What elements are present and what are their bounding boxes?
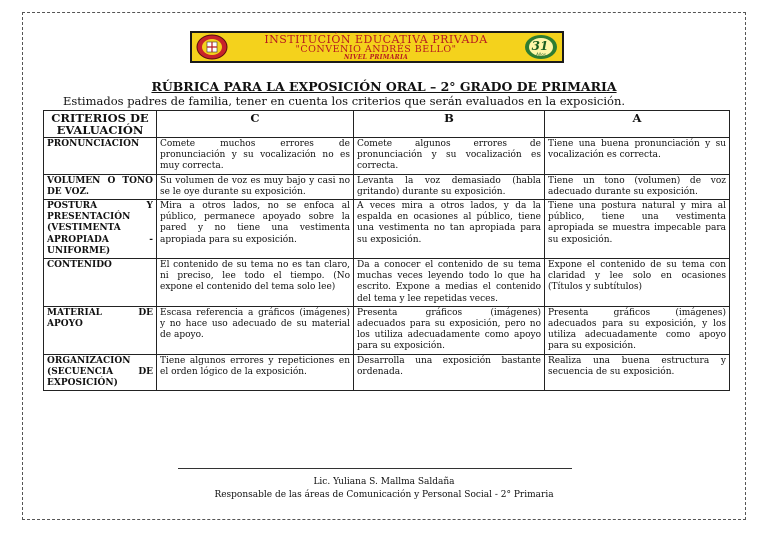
table-row	[44, 259, 730, 307]
signature-role: Responsable de las áreas de Comunicación y Personal Social - 2° Primaria	[214, 490, 554, 500]
header-level-c: C	[157, 111, 354, 138]
table-header-row	[44, 111, 730, 138]
level-c-cell: Mira a otros lados, no se enfoca al público, permanece apoyado sobre la pared y no tiene una vestimenta apropiada para su exposición.	[157, 200, 354, 259]
level-c-cell: Tiene algunos errores y repeticiones en el orden lógico de la exposición.	[157, 354, 354, 391]
level-a-cell: Expone el contenido de su tema con claridad y lee solo en ocasiones (Títulos y subtítulos)	[545, 259, 730, 307]
school-crest-logo	[196, 34, 228, 60]
banner-school-name: "CONVENIO ANDRÉS BELLO"	[295, 44, 457, 55]
table-row	[44, 138, 730, 175]
table-row	[44, 306, 730, 354]
header-level-b: B	[354, 111, 545, 138]
table-row	[44, 174, 730, 199]
criterion-cell: ORGANIZACIÓN (SECUENCIA DE EXPOSICIÓN)	[44, 354, 157, 391]
criterion-cell: VOLUMEN O TONO DE VOZ.	[44, 174, 157, 199]
intro-text: Estimados padres de familia, tener en cuenta los criterios que serán evaluados en la exposición.	[63, 94, 626, 108]
level-b-cell: Comete algunos errores de pronunciación y su vocalización es correcta.	[354, 138, 545, 175]
level-a-cell: Realiza una buena estructura y secuencia de su exposición.	[545, 354, 730, 391]
signature-name: Lic. Yuliana S. Mallma Saldaña	[313, 477, 455, 487]
school-banner	[190, 31, 564, 63]
level-b-cell: Presenta gráficos (imágenes) adecuados para su exposición, pero no los utiliza adecuadamente como apoyo para su exposición.	[354, 306, 545, 354]
level-c-cell: El contenido de su tema no es tan claro, ni preciso, lee todo el tiempo. (No expone el contenido del tema solo lee)	[157, 259, 354, 307]
document-title: RÚBRICA PARA LA EXPOSICIÓN ORAL – 2° GRADO DE PRIMARIA	[151, 79, 617, 94]
level-b-cell: Levanta la voz demasiado (habla gritando) durante su exposición.	[354, 174, 545, 199]
header-level-a: A	[545, 111, 730, 138]
criterion-cell: MATERIAL DE APOYO	[44, 306, 157, 354]
signature-line	[178, 468, 572, 469]
criterion-cell: CONTENIDO	[44, 259, 157, 307]
level-c-cell: Su volumen de voz es muy bajo y casi no se le oye durante su exposición.	[157, 174, 354, 199]
banner-level: NIVEL PRIMARIA	[343, 53, 409, 61]
header-criteria: CRITERIOS DE EVALUACIÓN	[44, 111, 157, 138]
table-row	[44, 200, 730, 259]
anniversary-logo	[524, 34, 558, 60]
rubric-table	[43, 110, 730, 391]
level-a-cell: Tiene una buena pronunciación y su vocalización es correcta.	[545, 138, 730, 175]
level-a-cell: Tiene una postura natural y mira al público, tiene una vestimenta apropiada se muestra impecable para su exposición.	[545, 200, 730, 259]
banner-institution-name: INSTITUCIÓN EDUCATIVA PRIVADA	[264, 33, 488, 46]
svg-text:Años: Años	[536, 52, 546, 57]
table-row	[44, 354, 730, 391]
level-a-cell: Tiene un tono (volumen) de voz adecuado durante su exposición.	[545, 174, 730, 199]
criterion-cell: PRONUNCIACIÓN	[44, 138, 157, 175]
level-b-cell: Da a conocer el contenido de su tema muchas veces leyendo todo lo que ha escrito. Expone a medias el contenido del tema y lee repetidas veces.	[354, 259, 545, 307]
level-a-cell: Presenta gráficos (imágenes) adecuados para su exposición, y los utiliza adecuadamente como apoyo para su exposición.	[545, 306, 730, 354]
level-c-cell: Comete muchos errores de pronunciación y su vocalización no es muy correcta.	[157, 138, 354, 175]
level-b-cell: A veces mira a otros lados, y da la espalda en ocasiones al público, tiene una vestimenta no tan apropiada para su exposición.	[354, 200, 545, 259]
svg-text:31: 31	[531, 39, 549, 53]
level-b-cell: Desarrolla una exposición bastante ordenada.	[354, 354, 545, 391]
criterion-cell: POSTURA Y PRESENTACIÓN (VESTIMENTA APROPIADA - UNIFORME)	[44, 200, 157, 259]
level-c-cell: Escasa referencia a gráficos (imágenes) y no hace uso adecuado de su material de apoyo.	[157, 306, 354, 354]
